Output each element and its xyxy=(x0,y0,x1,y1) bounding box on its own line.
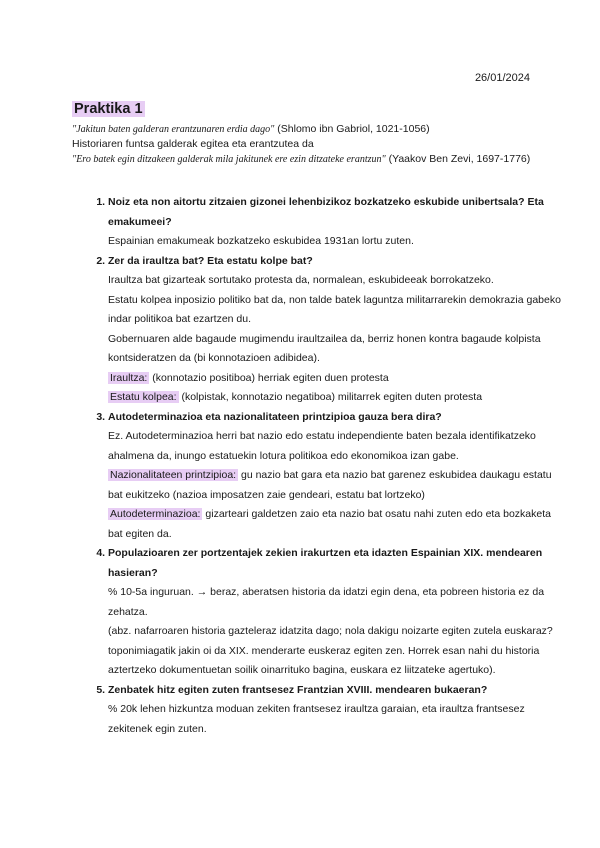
title-highlight: Praktika 1 xyxy=(74,101,143,117)
definition-text: gu nazio bat gara eta nazio bat garenez eskubidea daukagu estatu bat eukitzeko (nazioa imposatzen zaie gendeari, estatu bat lortzeko) xyxy=(108,469,552,501)
definition-line xyxy=(108,505,566,544)
highlighted-term: Iraultza: xyxy=(110,371,148,384)
definition-text: gizarteari galdetzen zaio eta nazio bat osatu nahi zuten edo eta bozkaketa bat egiten da. xyxy=(108,508,551,540)
answer-paragraph: Iraultza bat gizarteak sortutako protesta da, normalean, eskubideeak borrokatzeko. xyxy=(108,274,494,286)
definition-line xyxy=(108,388,566,408)
definition-line xyxy=(108,369,566,389)
document-date: 26/01/2024 xyxy=(474,72,530,84)
question-text: 2. Zer da iraultza bat? Eta estatu kolpe bat? xyxy=(108,254,313,267)
intro-quote-2 xyxy=(72,152,532,167)
page-title xyxy=(72,101,145,117)
quote-1-author: (Shlomo ibn Gabriol, 1021-1056) xyxy=(274,123,430,135)
question-item-1 xyxy=(108,193,566,252)
intro-line-2: Historiaren funtsa galderak egitea eta erantzutea da xyxy=(72,138,314,150)
definition-text: (kolpistak, konnotazio negatiboa) militarrek egiten duten protesta xyxy=(178,391,483,403)
answer-paragraph: Ez. Autodeterminazioa herri bat nazio edo estatu independiente baten bezala identifikatzeko ahalmena da, inungo estatuekin lotura politikoa edo ekonomikoa izan gabe. xyxy=(108,430,536,462)
question-item-3 xyxy=(108,408,566,545)
question-item-2 xyxy=(108,252,566,408)
answer-paragraph: (abz. nafarroaren historia gazteleraz idatzita dago; nola dakigu noizarte egiten zutela euskaraz? toponimiagatik jakin oi da XIX. menderarte euskeraz egiten zen. Horrek esan nahi du historia aztertzeko dokumentuetan soilik oinarrituko bagina, euskara ez liitzateke agertuko). xyxy=(108,625,553,676)
intro-block xyxy=(72,122,532,167)
question-text: 5. Zenbatek hitz egiten zuten frantsesez Frantzian XVIII. mendearen bukaeran? xyxy=(108,683,488,696)
highlighted-term: Nazionalitateen printzipioa: xyxy=(110,469,237,481)
question-item-4 xyxy=(108,544,566,681)
answer-paragraph: Estatu kolpea inposizio politiko bat da, non talde batek laguntza militarrarekin demokrazia gabeko indar politikoa bat ezartzen du. xyxy=(108,293,561,325)
definition-text: (konnotazio positiboa) herriak egiten duen protesta xyxy=(149,371,389,384)
quote-2-text: "Ero batek egin ditzakeen galderak mila jakitunek ere ezin ditzateke erantzun" xyxy=(72,154,386,165)
answer-paragraph: % 20k lehen hizkuntza moduan zekiten frantsesez iraultza garaian, eta iraultza frantsesez zekitenek egin zuten. xyxy=(108,703,525,735)
answer-paragraph: Gobernuaren alde bagaude mugimendu iraultzailea da, berriz honen kontra bagaude kolpista kontsideratzen da (bi konnotazioen adibidea). xyxy=(108,332,541,364)
answer-paragraph: Espainian emakumeak bozkatzeko eskubidea 1931an lortu zuten. xyxy=(108,235,414,247)
question-text: 4. Populazioaren zer portzentajek zekien irakurtzen eta idazten Espainian XIX. mendearen hasieran? xyxy=(108,547,543,579)
intro-quote-1 xyxy=(72,122,532,137)
highlighted-term: Estatu kolpea: xyxy=(110,391,177,403)
question-item-5 xyxy=(108,681,566,740)
definition-line xyxy=(108,466,566,505)
question-text: 3. Autodeterminazioa eta nazionalitateen printzipioa gauza bera dira? xyxy=(108,410,442,423)
question-list xyxy=(72,193,566,739)
highlighted-term: Autodeterminazioa: xyxy=(110,508,201,520)
quote-2-author: (Yaakov Ben Zevi, 1697-1776) xyxy=(385,153,531,165)
answer-paragraph: % 10-5a inguruan. → beraz, aberatsen historia da idatzi egin dena, eta pobreen historia ez da zehatza. xyxy=(108,586,545,618)
quote-1-text: "Jakitun baten galderan erantzunaren erdia dago" xyxy=(72,124,275,135)
question-text: 1. Noiz eta non aitortu zitzaien gizonei lehenbizikoz bozkatzeko eskubide unibertsala? Eta emakumeei? xyxy=(108,196,544,228)
